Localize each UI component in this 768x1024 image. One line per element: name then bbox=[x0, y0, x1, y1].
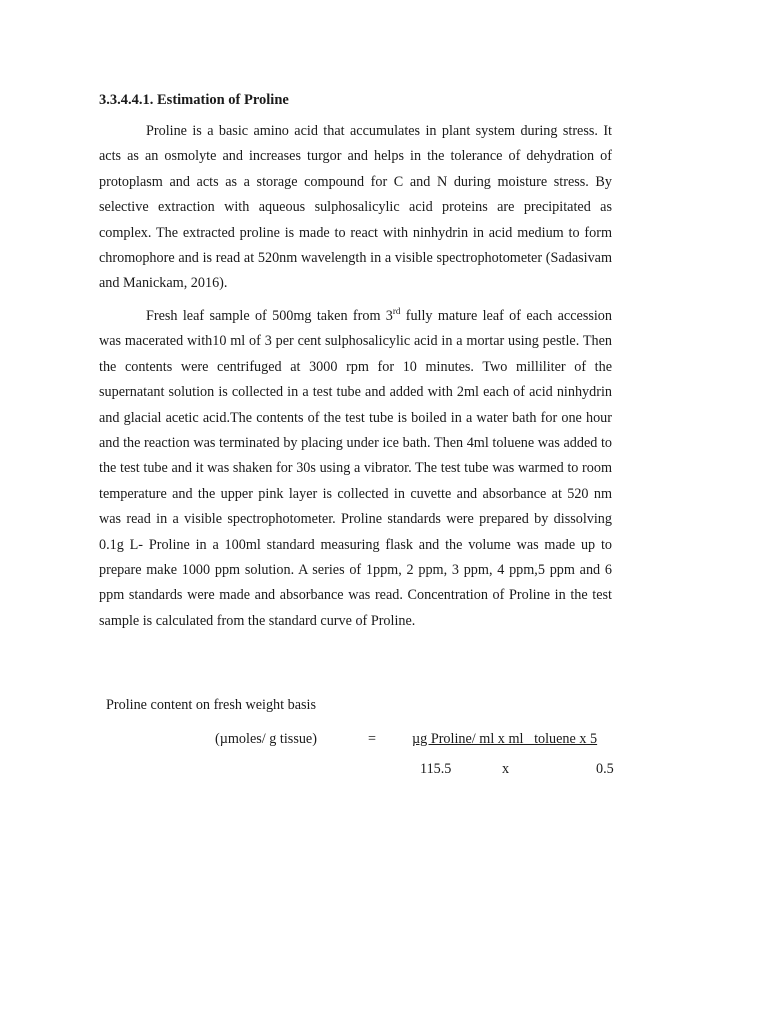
paragraph-method-start: Fresh leaf sample of 500mg taken from 3 bbox=[146, 308, 393, 324]
paragraph-intro: Proline is a basic amino acid that accumulates in plant system during stress. It acts as an osmolyte and increases turgor and helps in the tolerance of dehydration of protoplasm and acts as a storage compound for C and N during moisture stress. By selective extraction with aqueous sulphosalicylic acid proteins are precipitated as complex. The extracted proline is made to react with ninhydrin in acid medium to form chromophore and is read at 520nm wavelength in a visible spectrophotometer (Sadasivam and Manickam, 2016). bbox=[99, 123, 612, 292]
formula-denominator-operator: x bbox=[502, 761, 510, 777]
formula-equals: = bbox=[368, 731, 377, 747]
paragraph-method bbox=[99, 304, 612, 634]
formula-label: Proline content on fresh weight basis bbox=[106, 697, 317, 713]
section-heading: 3.3.4.4.1. Estimation of Proline bbox=[99, 92, 289, 108]
ordinal-superscript: rd bbox=[392, 306, 401, 316]
formula-numerator: µg Proline/ ml x ml toluene x 5 bbox=[412, 731, 598, 747]
formula-lhs: (µmoles/ g tissue) bbox=[215, 731, 317, 747]
paragraph-method-rest: fully mature leaf of each accession was macerated with10 ml of 3 per cent sulphosalicylic acid in a mortar using pestle. Then the contents were centrifuged at 3000 rpm for 10 minutes. Two milliliter of the supernatant solution is collected in a test tube and added with 2ml each of acid ninhydrin and glacial acetic acid.The contents of the test tube is boiled in a water bath for one hour and the reaction was terminated by placing under ice bath. Then 4ml toluene was added to the test tube and it was shaken for 30s using a vibrator. The test tube was warmed to room temperature and the upper pink layer is collected in cuvette and absorbance at 520 nm was read in a visible spectrophotometer. Proline standards were prepared by dissolving 0.1g L- Proline in a 100ml standard measuring flask and the volume was made up to prepare make 1000 ppm solution. A series of 1ppm, 2 ppm, 3 ppm, 4 ppm,5 ppm and 6 ppm standards were made and absorbance was read. Concentration of Proline in the test sample is calculated from the standard curve of Proline. bbox=[99, 308, 612, 629]
formula-denominator-a: 115.5 bbox=[420, 761, 452, 777]
formula-denominator-b: 0.5 bbox=[596, 761, 614, 777]
